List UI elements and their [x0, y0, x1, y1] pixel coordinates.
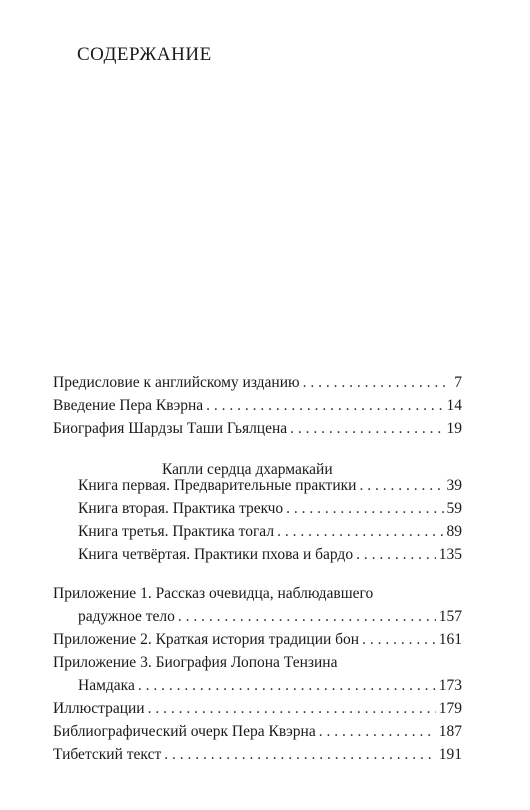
entry-page: 135 — [438, 546, 462, 563]
toc-entry-bibliography — [53, 722, 462, 742]
dot-leader — [359, 476, 443, 496]
entry-page: 59 — [446, 500, 462, 517]
toc-entry-preface — [53, 373, 462, 393]
entry-label: радужное тело — [78, 608, 175, 625]
dot-leader — [148, 699, 436, 719]
entry-page: 157 — [438, 608, 462, 625]
dot-leader — [206, 396, 443, 416]
dot-leader — [164, 745, 436, 765]
toc-entry-appendix-2 — [53, 630, 462, 650]
entry-page: 39 — [446, 477, 462, 494]
entry-label: Тибетский текст — [53, 746, 162, 763]
toc-entry-book-1 — [78, 476, 462, 496]
entry-page: 7 — [454, 374, 462, 391]
entry-label: Иллюстрации — [53, 700, 145, 717]
page-title: СОДЕРЖАНИЕ — [77, 44, 212, 65]
toc-entry-book-2 — [78, 499, 462, 519]
dot-leader — [277, 522, 443, 542]
toc-entry-appendix-3-line1: Приложение 3. Биография Лопона Тензина — [53, 654, 338, 671]
toc-entry-book-4 — [78, 545, 462, 565]
entry-label: Книга вторая. Практика трекчо — [78, 500, 284, 517]
entry-page: 161 — [438, 631, 462, 648]
entry-label: Книга четвёртая. Практики пхова и бардо — [78, 546, 354, 563]
entry-page: 191 — [438, 746, 462, 763]
toc-entry-appendix-1 — [78, 607, 462, 627]
entry-page: 14 — [446, 397, 462, 414]
toc-entry-biography — [53, 419, 462, 439]
entry-page: 89 — [446, 523, 462, 540]
entry-label: Книга первая. Предварительные практики — [78, 477, 357, 494]
entry-page: 187 — [438, 723, 462, 740]
dot-leader — [319, 722, 436, 742]
book-group-title: Капли сердца дхармакайи — [162, 461, 333, 478]
dot-leader — [362, 630, 436, 650]
entry-label: Приложение 2. Краткая история традиции бон — [53, 631, 360, 648]
dot-leader — [303, 373, 452, 393]
entry-label: Библиографический очерк Пера Квэрна — [53, 723, 316, 740]
entry-page: 173 — [438, 677, 462, 694]
toc-entry-introduction — [53, 396, 462, 416]
entry-label: Книга третья. Практика тогал — [78, 523, 275, 540]
entry-label: Предисловие к английскому изданию — [53, 374, 300, 391]
dot-leader — [178, 607, 436, 627]
toc-entry-tibetan-text — [53, 745, 462, 765]
toc-entry-appendix-1-line1: Приложение 1. Рассказ очевидца, наблюдавшего — [53, 585, 374, 602]
dot-leader — [286, 499, 443, 519]
dot-leader — [356, 545, 436, 565]
dot-leader — [290, 419, 443, 439]
toc-entry-appendix-3 — [78, 676, 462, 696]
entry-page: 179 — [438, 700, 462, 717]
entry-label: Биография Шардзы Таши Гьялцена — [53, 420, 288, 437]
toc-entry-illustrations — [53, 699, 462, 719]
dot-leader — [138, 676, 436, 696]
entry-label: Намдака — [78, 677, 135, 694]
entry-label: Введение Пера Квэрна — [53, 397, 204, 414]
entry-page: 19 — [446, 420, 462, 437]
toc-entry-book-3 — [78, 522, 462, 542]
